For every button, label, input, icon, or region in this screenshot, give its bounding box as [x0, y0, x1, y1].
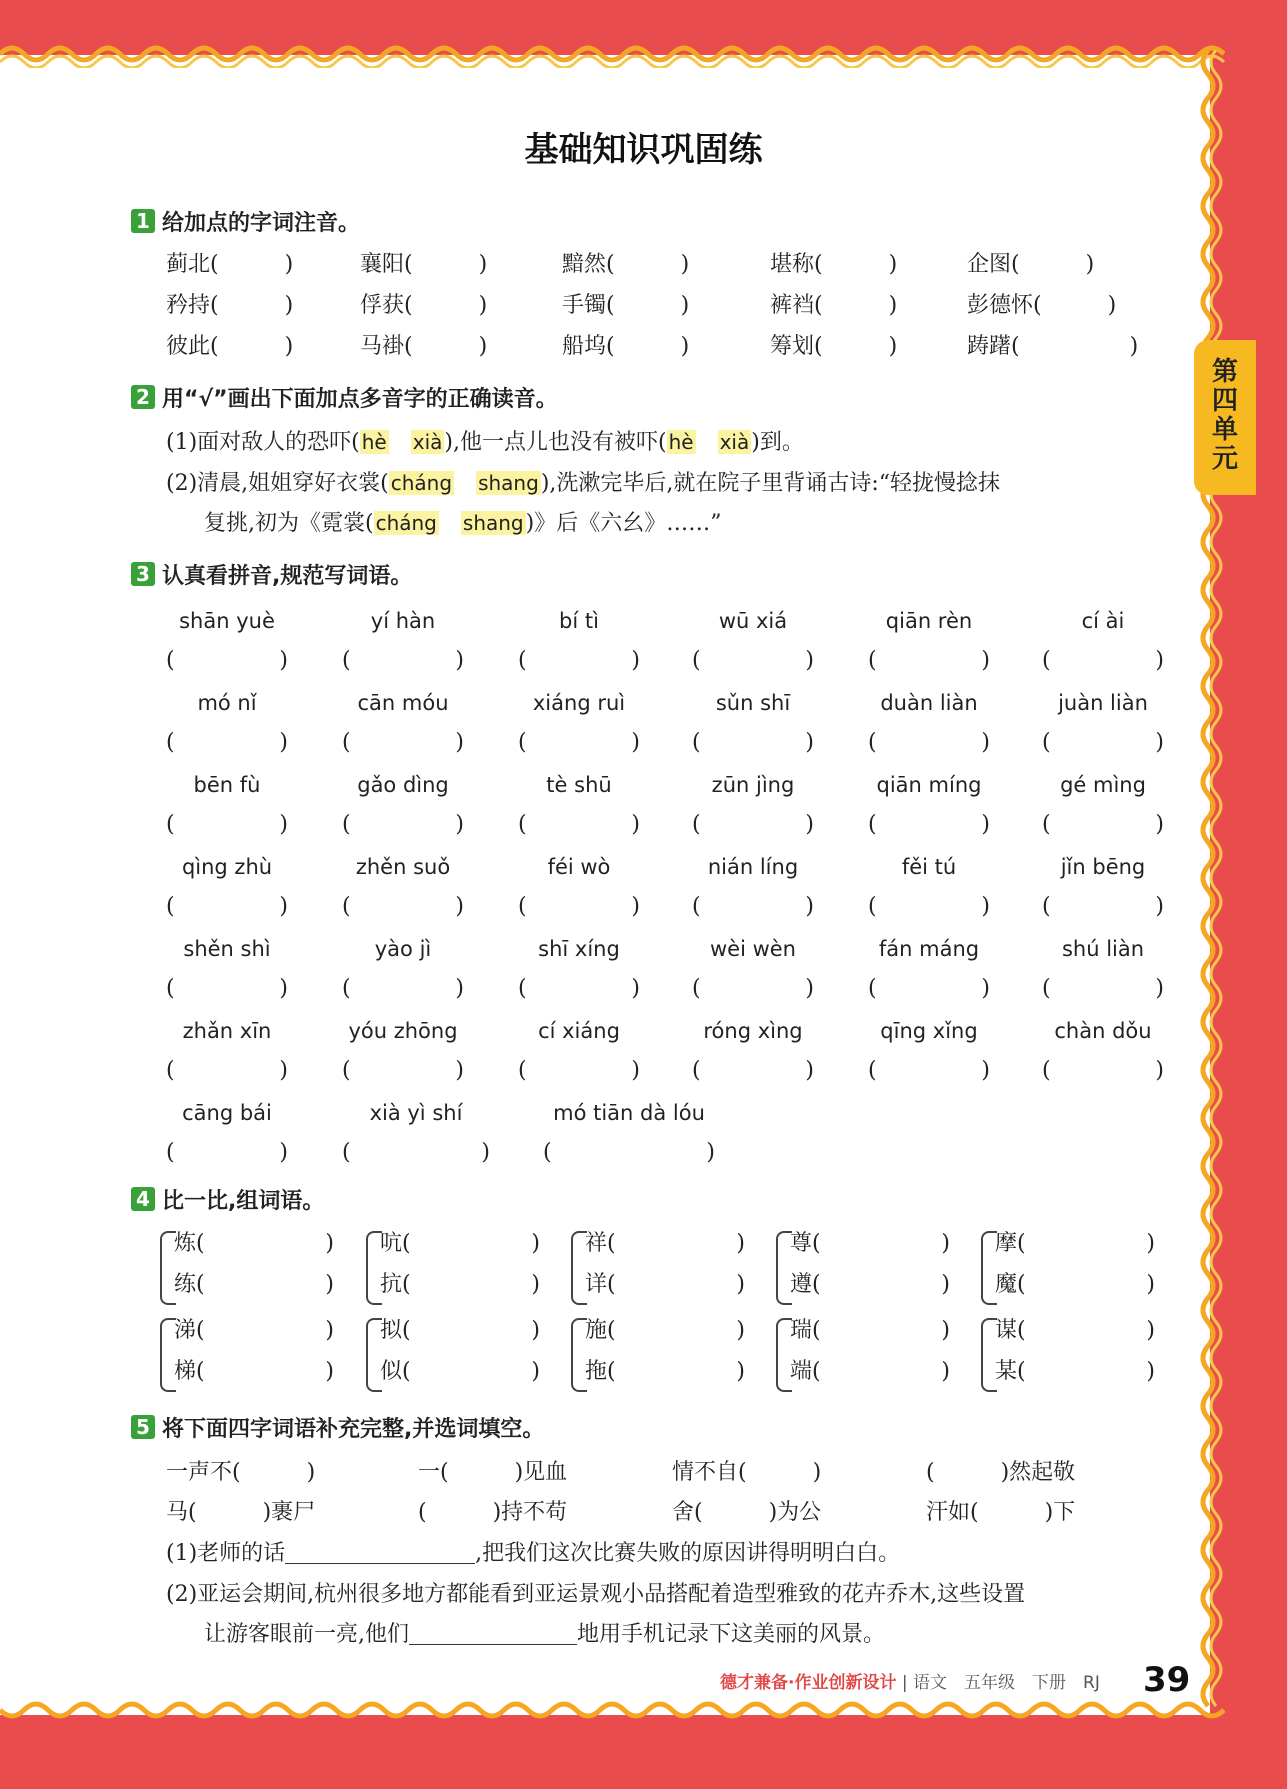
q3-paren-open: ( [692, 976, 701, 1001]
footer-brand: 德才兼备·作业创新设计 [720, 1673, 897, 1693]
q3-paren-close: ) [455, 730, 464, 755]
q3-paren-open: ( [166, 1140, 175, 1165]
q3-pinyin: xià yì shí [369, 1101, 463, 1125]
q4-paren-close: ) [531, 1359, 540, 1384]
q3-paren-close: ) [805, 812, 814, 837]
q2-l1-pinyin-2[interactable]: xià [412, 430, 443, 454]
q4-char: 遵( [790, 1272, 821, 1297]
q3-paren-open: ( [692, 730, 701, 755]
q4-paren-close: ) [736, 1318, 745, 1343]
q5-idioms-row-2 [0, 1496, 1287, 1530]
q3-pinyin: qīng xǐng [880, 1019, 978, 1043]
q3-paren-open: ( [1042, 976, 1051, 1001]
q3-paren-open: ( [166, 812, 175, 837]
q2-l1-text-a: (1)面对敌人的恐吓( [166, 430, 360, 455]
q5-s2-text-b: 让游客眼前一亮,他们 [204, 1622, 409, 1647]
q4-paren-close: ) [325, 1359, 334, 1384]
q4-char: 端( [790, 1359, 821, 1384]
q3-paren-open: ( [166, 730, 175, 755]
q3-pinyin: qiān míng [876, 773, 982, 797]
q3-paren-close: ) [455, 1058, 464, 1083]
q4-word-item[interactable] [790, 1268, 950, 1302]
q5-sentence-2 [166, 1578, 1025, 1612]
q5-s2-text-c: 地用手机记录下这美丽的风景。 [577, 1622, 886, 1647]
q3-paren-close: ) [981, 1058, 990, 1083]
q4-word-item[interactable] [174, 1268, 334, 1302]
q3-answer-box[interactable] [166, 1054, 288, 1088]
q3-paren-close: ) [455, 648, 464, 673]
q3-paren-open: ( [166, 894, 175, 919]
q4-word-item[interactable] [995, 1227, 1155, 1261]
q3-pinyin: mó nǐ [197, 691, 257, 715]
q2-heading [131, 385, 558, 415]
q3-pinyin: wèi wèn [709, 937, 796, 961]
q3-paren-open: ( [342, 1140, 351, 1165]
q3-paren-close: ) [981, 648, 990, 673]
q4-paren-close: ) [325, 1272, 334, 1297]
q3-pinyin: shěn shì [183, 937, 271, 961]
q1-prompt: 给加点的字词注音。 [162, 211, 361, 236]
q4-word-item[interactable] [174, 1227, 334, 1261]
q3-pinyin: jǐn bēng [1060, 855, 1146, 879]
q5-idiom-3[interactable]: 情不自( ) [672, 1460, 822, 1485]
q3-answer-box[interactable] [518, 890, 640, 924]
q3-paren-close: ) [1155, 894, 1164, 919]
q4-paren-close: ) [325, 1231, 334, 1256]
q3-paren-open: ( [692, 1058, 701, 1083]
q3-paren-close: ) [455, 894, 464, 919]
q4-heading [131, 1187, 324, 1217]
q3-paren-close: ) [631, 894, 640, 919]
q3-answer-box[interactable] [166, 890, 288, 924]
q3-pinyin: chàn dǒu [1054, 1019, 1152, 1043]
q3-paren-close: ) [805, 894, 814, 919]
q4-paren-close: ) [1146, 1231, 1155, 1256]
q3-pinyin: bēn fù [193, 773, 261, 797]
q4-word-item[interactable] [585, 1227, 745, 1261]
q3-number: 3 [131, 562, 155, 586]
q3-paren-open: ( [1042, 730, 1051, 755]
q1-row [0, 330, 1287, 364]
q4-word-item[interactable] [380, 1314, 540, 1348]
q4-char: 摩( [995, 1231, 1026, 1256]
q3-heading [131, 562, 412, 592]
q3-paren-close: ) [279, 1058, 288, 1083]
q4-word-item[interactable] [174, 1355, 334, 1389]
q1-row [0, 289, 1287, 323]
q3-pinyin: sǔn shī [715, 691, 791, 715]
q3-paren-open: ( [166, 976, 175, 1001]
q4-word-item[interactable] [380, 1268, 540, 1302]
q3-paren-open: ( [868, 976, 877, 1001]
q3-paren-close: ) [981, 976, 990, 1001]
q3-answer-box[interactable] [166, 644, 288, 678]
q2-l1-text-c: )到。 [751, 430, 804, 455]
q2-prompt: 用“√”画出下面加点多音字的正确读音。 [162, 387, 558, 412]
q4-word-item[interactable] [995, 1355, 1155, 1389]
q3-paren-open: ( [1042, 648, 1051, 673]
q4-char: 谋( [995, 1318, 1026, 1343]
q4-paren-close: ) [325, 1318, 334, 1343]
footer [720, 1668, 1100, 1693]
q3-pinyin: cāng bái [182, 1101, 272, 1125]
q4-word-item[interactable] [995, 1268, 1155, 1302]
q2-l2-pinyin-2[interactable]: shang [478, 471, 539, 495]
q3-paren-open: ( [518, 812, 527, 837]
q3-pinyin: féi wò [547, 855, 611, 879]
q3-paren-open: ( [518, 730, 527, 755]
q4-word-item[interactable] [380, 1227, 540, 1261]
q3-pinyin: fěi tú [901, 855, 957, 879]
q3-paren-open: ( [868, 812, 877, 837]
q4-char: 拟( [380, 1318, 411, 1343]
q5-idiom-1[interactable]: 一声不( ) [166, 1460, 316, 1485]
q3-answer-box[interactable] [342, 726, 464, 760]
q3-answer-box[interactable] [1042, 726, 1164, 760]
q4-word-item[interactable] [585, 1268, 745, 1302]
q1-word-item[interactable]: 手镯( ) [562, 293, 690, 318]
q4-char: 涕( [174, 1318, 205, 1343]
q3-pinyin: qiān rèn [885, 609, 973, 633]
q3-paren-open: ( [692, 812, 701, 837]
q3-paren-close: ) [981, 894, 990, 919]
q3-paren-close: ) [981, 730, 990, 755]
q3-pinyin: yóu zhōng [348, 1019, 458, 1043]
q3-pinyin: róng xìng [703, 1019, 803, 1043]
q2-l2-pinyin-1[interactable]: cháng [390, 471, 453, 495]
q3-paren-close: ) [706, 1140, 715, 1165]
q3-answer-box[interactable] [166, 808, 288, 842]
q4-char: 练( [174, 1272, 205, 1297]
q3-answer-box[interactable] [692, 890, 814, 924]
q3-pinyin: zūn jìng [711, 773, 795, 797]
q3-paren-open: ( [342, 1058, 351, 1083]
q3-paren-open: ( [342, 894, 351, 919]
q4-paren-close: ) [531, 1272, 540, 1297]
q4-word-item[interactable] [995, 1314, 1155, 1348]
q3-answer-box[interactable] [166, 726, 288, 760]
q4-word-item[interactable] [790, 1314, 950, 1348]
q4-char: 梯( [174, 1359, 205, 1384]
q2-l1-pinyin-3[interactable]: hè [668, 430, 694, 454]
q3-answer-box[interactable] [868, 890, 990, 924]
q1-word-item[interactable]: 裤裆( ) [770, 293, 898, 318]
q3-answer-box[interactable] [692, 1054, 814, 1088]
q4-char: 详( [585, 1272, 616, 1297]
q3-paren-close: ) [279, 1140, 288, 1165]
q2-l2-text-b: ),洗漱完毕后,就在院子里背诵古诗:“轻拢慢捻抹 [540, 471, 1001, 496]
q3-paren-open: ( [342, 648, 351, 673]
q1-heading [131, 209, 360, 239]
q4-paren-close: ) [941, 1359, 950, 1384]
q4-char: 魔( [995, 1272, 1026, 1297]
q4-paren-close: ) [941, 1231, 950, 1256]
q4-char: 尊( [790, 1231, 821, 1256]
q3-paren-open: ( [868, 730, 877, 755]
q1-word-item[interactable]: 俘获( ) [360, 293, 488, 318]
q3-answer-box[interactable] [518, 808, 640, 842]
q4-char: 吭( [380, 1231, 411, 1256]
footer-separator: | [901, 1673, 908, 1693]
q3-paren-close: ) [805, 648, 814, 673]
q3-answer-box[interactable] [342, 1054, 464, 1088]
q2-line-1 [166, 425, 804, 459]
q5-s1-text-b: ,把我们这次比赛失败的原因讲得明明白白。 [475, 1541, 901, 1566]
q3-pinyin: gǎo dìng [357, 773, 449, 797]
footer-info: 语文 五年级 下册 RJ [913, 1673, 1100, 1693]
q3-paren-open: ( [692, 648, 701, 673]
q5-sentence-1 [166, 1537, 900, 1571]
q4-paren-close: ) [1146, 1318, 1155, 1343]
q4-char: 施( [585, 1318, 616, 1343]
q3-pinyin: shān yuè [179, 609, 275, 633]
q3-pinyin: juàn liàn [1058, 691, 1148, 715]
q3-pinyin: bí tì [559, 609, 599, 633]
q4-char: 似( [380, 1359, 411, 1384]
q3-pinyin: qìng zhù [181, 855, 273, 879]
q4-paren-close: ) [736, 1359, 745, 1384]
q2-l3-pinyin-2[interactable]: shang [462, 511, 524, 535]
q3-answer-box[interactable] [166, 972, 288, 1006]
q3-pinyin: cān móu [357, 691, 449, 715]
q4-char: 祥( [585, 1231, 616, 1256]
q2-l1-text-b: ),他一点儿也没有被吓( [444, 430, 667, 455]
q3-answer-box[interactable] [1042, 972, 1164, 1006]
q4-number: 4 [131, 1187, 155, 1211]
q3-pinyin: mó tiān dà lóu [553, 1101, 705, 1125]
q2-l3-text-b: )》后《六幺》……” [525, 511, 722, 536]
q3-pinyin: xiáng ruì [532, 691, 626, 715]
q3-answer-box[interactable] [342, 808, 464, 842]
q4-paren-close: ) [1146, 1359, 1155, 1384]
q3-pinyin: gé mìng [1060, 773, 1146, 797]
q1-word-item[interactable]: 踌躇( ) [967, 334, 1139, 359]
q4-paren-close: ) [531, 1231, 540, 1256]
q4-word-item[interactable] [790, 1227, 950, 1261]
q4-char: 抗( [380, 1272, 411, 1297]
q1-word-item[interactable]: 堪称( ) [770, 252, 898, 277]
q2-number: 2 [131, 385, 155, 409]
q3-paren-open: ( [518, 976, 527, 1001]
q1-row [0, 248, 1287, 282]
q3-paren-close: ) [631, 976, 640, 1001]
q3-answer-box[interactable] [692, 644, 814, 678]
q4-paren-close: ) [736, 1231, 745, 1256]
q4-char: 拖( [585, 1359, 616, 1384]
q3-paren-open: ( [868, 894, 877, 919]
q3-pinyin: duàn liàn [880, 691, 978, 715]
q3-paren-close: ) [631, 648, 640, 673]
q3-paren-close: ) [455, 976, 464, 1001]
q3-paren-open: ( [868, 1058, 877, 1083]
q1-word-item[interactable]: 企图( ) [967, 252, 1095, 277]
q5-idiom-4[interactable]: ( )然起敬 [926, 1460, 1076, 1485]
q5-idiom-6[interactable]: ( )持不苟 [418, 1500, 568, 1525]
q1-word-item[interactable]: 矜持( ) [166, 293, 294, 318]
page-number: 39 [1143, 1660, 1191, 1700]
q3-paren-open: ( [518, 648, 527, 673]
q3-paren-open: ( [342, 976, 351, 1001]
q4-paren-close: ) [531, 1318, 540, 1343]
q5-s1-text-a: (1)老师的话 [166, 1541, 286, 1566]
q3-paren-open: ( [1042, 1058, 1051, 1083]
q3-paren-close: ) [1155, 648, 1164, 673]
q5-number: 5 [131, 1415, 155, 1439]
q3-answer-box[interactable] [692, 972, 814, 1006]
q5-s2-blank[interactable] [409, 1618, 577, 1645]
q3-answer-box[interactable] [1042, 1054, 1164, 1088]
q3-paren-open: ( [543, 1140, 552, 1165]
q3-answer-box[interactable] [868, 726, 990, 760]
q4-word-item[interactable] [174, 1314, 334, 1348]
q3-paren-close: ) [1155, 1058, 1164, 1083]
q3-answer-box[interactable] [518, 1054, 640, 1088]
q3-paren-close: ) [631, 1058, 640, 1083]
q3-paren-open: ( [692, 894, 701, 919]
q5-s1-blank[interactable] [285, 1537, 475, 1564]
q3-paren-close: ) [279, 812, 288, 837]
q3-pinyin: wū xiá [718, 609, 788, 633]
q3-pinyin: cí xiáng [538, 1019, 620, 1043]
q3-paren-open: ( [518, 1058, 527, 1083]
q3-answer-box[interactable] [692, 726, 814, 760]
q1-word-item[interactable]: 筹划( ) [770, 334, 898, 359]
q3-paren-close: ) [279, 730, 288, 755]
q3-answer-box[interactable] [342, 644, 464, 678]
q3-pinyin: shú liàn [1061, 937, 1145, 961]
q3-paren-close: ) [805, 1058, 814, 1083]
q3-paren-close: ) [805, 976, 814, 1001]
q4-paren-close: ) [736, 1272, 745, 1297]
page-title: 基础知识巩固练 [524, 130, 763, 170]
q3-paren-close: ) [279, 648, 288, 673]
q2-l3-text-a: 复挑,初为《霓裳( [204, 511, 374, 536]
q3-paren-open: ( [166, 1058, 175, 1083]
q5-idioms-row-1 [0, 1456, 1287, 1490]
q3-answer-box[interactable] [166, 1136, 288, 1170]
q3-answer-box[interactable] [342, 972, 464, 1006]
q3-paren-open: ( [166, 648, 175, 673]
q3-paren-close: ) [279, 976, 288, 1001]
q3-answer-box[interactable] [1042, 808, 1164, 842]
q3-paren-close: ) [481, 1140, 490, 1165]
q5-prompt: 将下面四字词语补充完整,并选词填空。 [162, 1417, 545, 1442]
q1-word-item[interactable]: 马褂( ) [360, 334, 488, 359]
q5-heading [131, 1415, 544, 1445]
q3-answer-box[interactable] [1042, 890, 1164, 924]
q5-idiom-2[interactable]: 一( )见血 [418, 1460, 568, 1485]
q3-paren-open: ( [1042, 812, 1051, 837]
unit-side-tab-label: 第四单元 [1211, 357, 1238, 474]
q3-answer-box[interactable] [1042, 644, 1164, 678]
q3-answer-box[interactable] [692, 808, 814, 842]
q2-line-3 [204, 506, 721, 540]
q3-pinyin: shī xíng [538, 937, 620, 961]
q5-idiom-8[interactable]: 汗如( )下 [926, 1500, 1076, 1525]
q3-pinyin: yí hàn [370, 609, 436, 633]
bottom-wave-border [0, 1700, 1225, 1728]
q4-paren-close: ) [941, 1272, 950, 1297]
q3-prompt: 认真看拼音,规范写词语。 [162, 564, 413, 589]
q3-pinyin: nián líng [707, 855, 799, 879]
q1-word-item[interactable]: 黯然( ) [562, 252, 690, 277]
q3-paren-open: ( [868, 648, 877, 673]
q3-pinyin: tè shū [546, 773, 612, 797]
q4-word-item[interactable] [380, 1355, 540, 1389]
q5-s2-text-a: (2)亚运会期间,杭州很多地方都能看到亚运景观小品搭配着造型雅致的花卉乔木,这些设置 [166, 1582, 1026, 1607]
q3-paren-close: ) [1155, 730, 1164, 755]
q2-l1-pinyin-4[interactable]: xià [719, 430, 750, 454]
q3-answer-box[interactable] [518, 972, 640, 1006]
q3-pinyin: zhǎn xīn [182, 1019, 272, 1043]
q3-paren-close: ) [981, 812, 990, 837]
q3-pinyin: yào jì [374, 937, 432, 961]
q1-word-item[interactable]: 彭德怀( ) [967, 293, 1117, 318]
q3-paren-open: ( [342, 730, 351, 755]
q3-answer-box[interactable] [868, 1054, 990, 1088]
q3-paren-close: ) [455, 812, 464, 837]
q3-paren-close: ) [631, 812, 640, 837]
q3-paren-close: ) [805, 730, 814, 755]
q3-answer-box[interactable] [868, 644, 990, 678]
q3-paren-open: ( [1042, 894, 1051, 919]
q4-word-item[interactable] [585, 1355, 745, 1389]
q3-answer-box[interactable] [518, 726, 640, 760]
q4-char: 某( [995, 1359, 1026, 1384]
q3-paren-close: ) [631, 730, 640, 755]
q3-paren-close: ) [1155, 976, 1164, 1001]
q4-char: 瑞( [790, 1318, 821, 1343]
q3-paren-close: ) [279, 894, 288, 919]
q4-paren-close: ) [941, 1318, 950, 1343]
q1-number: 1 [131, 209, 155, 233]
q1-word-item[interactable]: 船坞( ) [562, 334, 690, 359]
q3-answer-box[interactable] [543, 1136, 715, 1170]
q3-paren-close: ) [1155, 812, 1164, 837]
q4-char: 炼( [174, 1231, 205, 1256]
q4-word-item[interactable] [585, 1314, 745, 1348]
q3-paren-open: ( [342, 812, 351, 837]
q3-answer-box[interactable] [868, 808, 990, 842]
q2-line-2 [166, 466, 1000, 500]
q1-word-item[interactable]: 襄阳( ) [360, 252, 488, 277]
q3-pinyin: fán máng [878, 937, 980, 961]
q3-pinyin: zhěn suǒ [355, 855, 451, 879]
q3-answer-box[interactable] [342, 890, 464, 924]
q5-idiom-7[interactable]: 舍( )为公 [672, 1500, 822, 1525]
q1-word-item[interactable]: 蓟北( ) [166, 252, 294, 277]
q1-word-item[interactable]: 彼此( ) [166, 334, 294, 359]
q5-sentence-2-cont [204, 1618, 885, 1652]
q3-answer-box[interactable] [518, 644, 640, 678]
q2-l1-pinyin-1[interactable]: hè [361, 430, 387, 454]
q4-word-item[interactable] [790, 1355, 950, 1389]
q5-idiom-5[interactable]: 马( )裹尸 [166, 1500, 316, 1525]
q3-paren-open: ( [518, 894, 527, 919]
q2-l3-pinyin-1[interactable]: cháng [375, 511, 437, 535]
q3-answer-box[interactable] [868, 972, 990, 1006]
q3-answer-box[interactable] [342, 1136, 490, 1170]
top-wave-border [0, 40, 1225, 68]
q2-l2-text-a: (2)清晨,姐姐穿好衣裳( [166, 471, 389, 496]
q3-pinyin: cí ài [1081, 609, 1125, 633]
q4-paren-close: ) [1146, 1272, 1155, 1297]
q4-prompt: 比一比,组词语。 [162, 1189, 325, 1214]
